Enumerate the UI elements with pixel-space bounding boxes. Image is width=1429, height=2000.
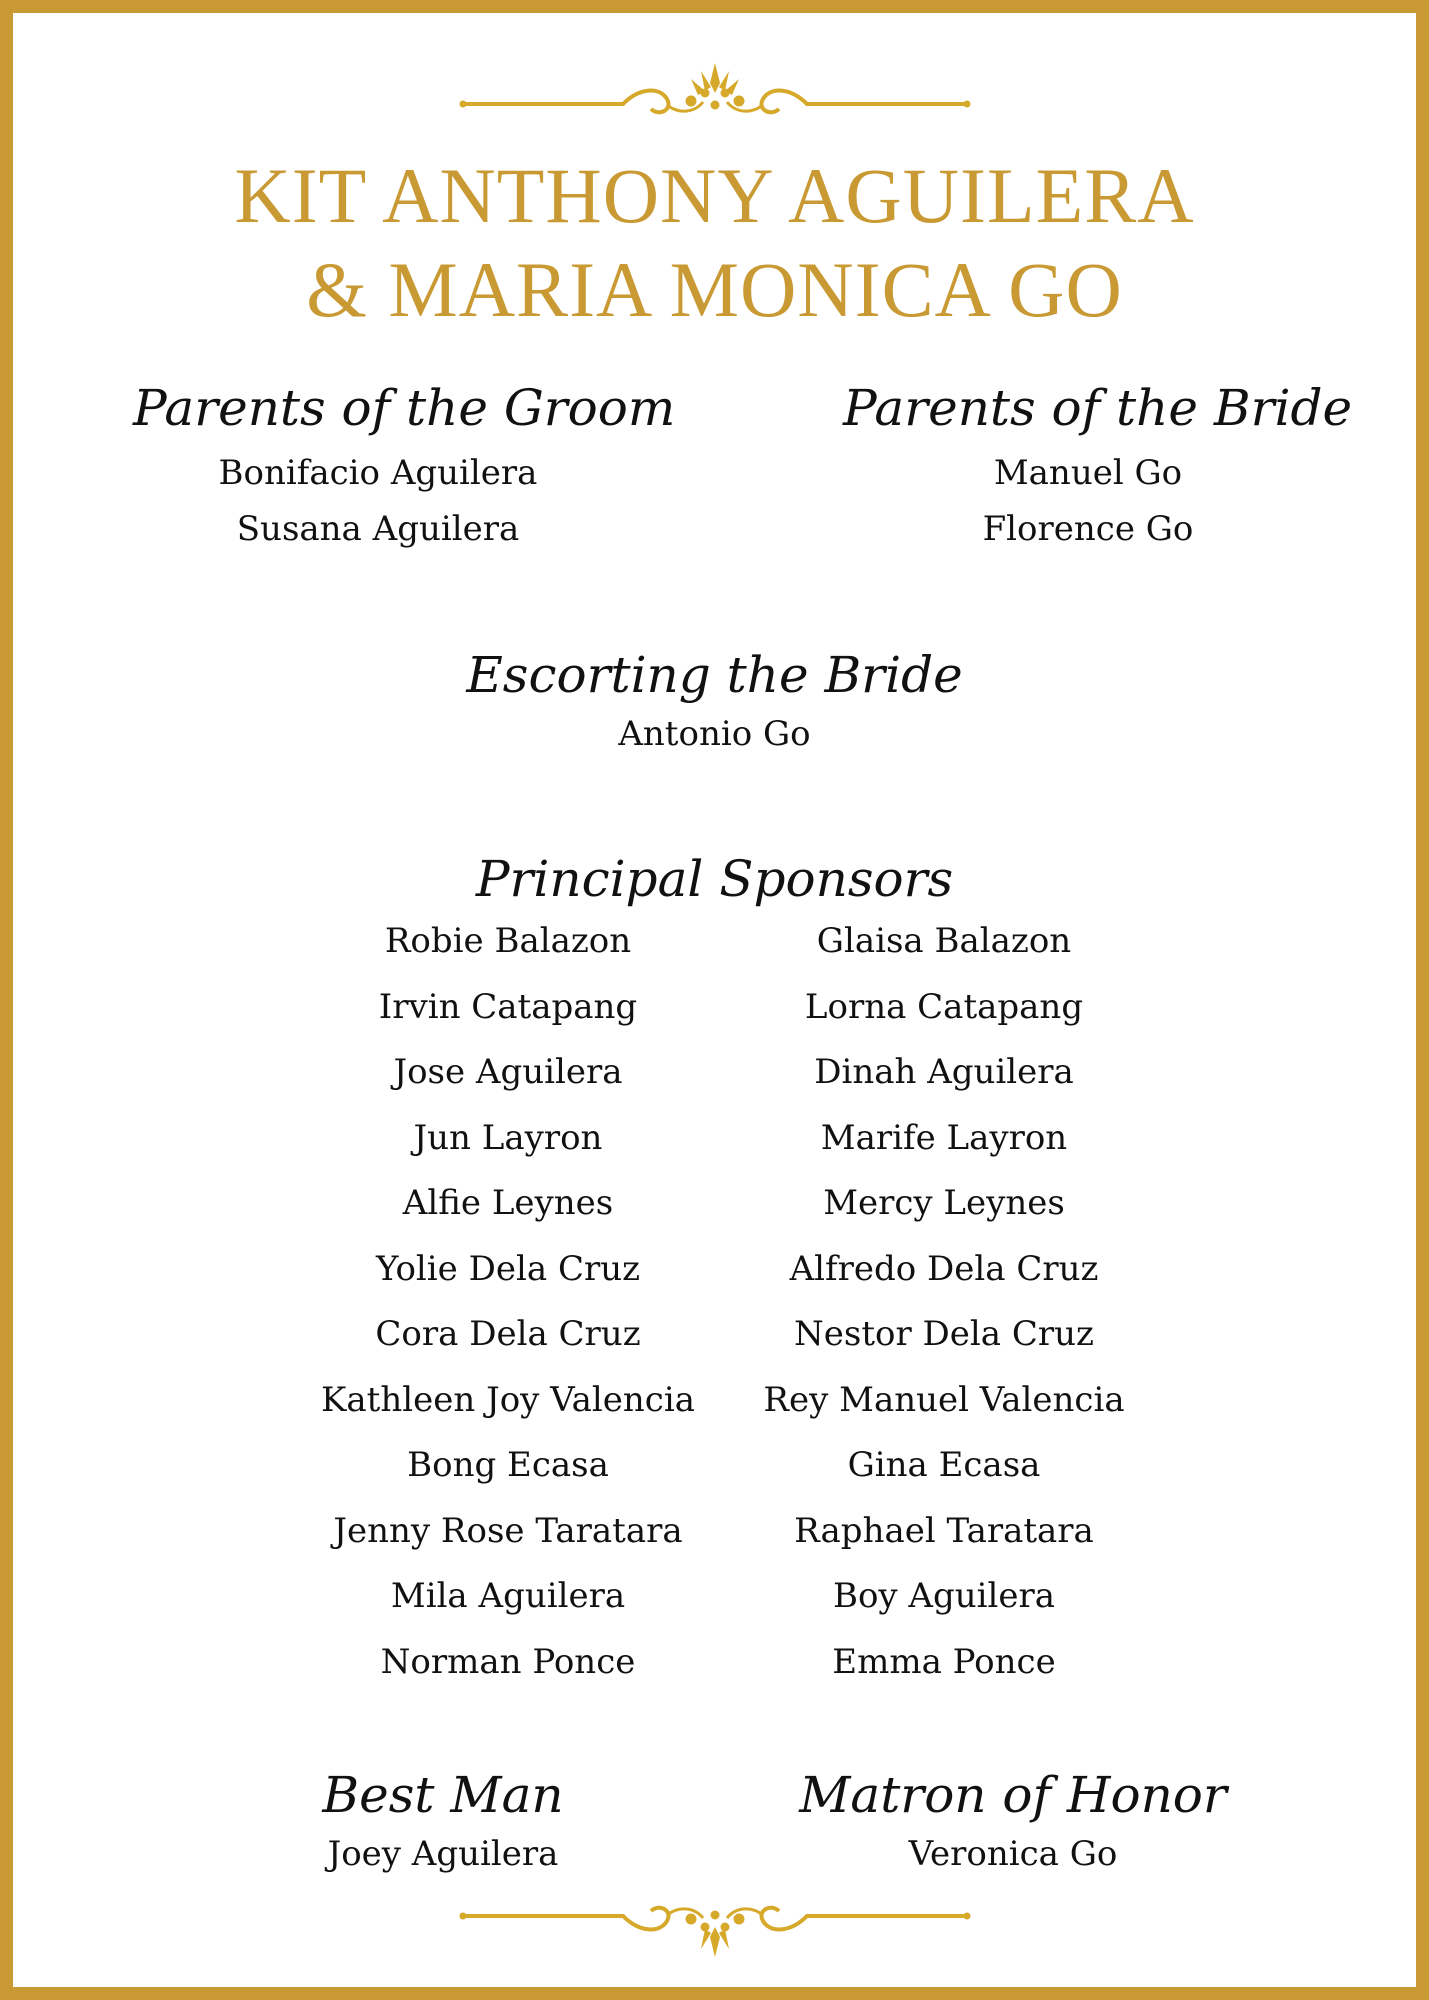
sponsor-name: Cora Dela Cruz	[375, 1314, 641, 1354]
escort-heading: Escorting the Bride	[466, 646, 963, 704]
sponsor-name: Alfredo Dela Cruz	[789, 1248, 1099, 1289]
sponsor-name: Gina Ecasa	[847, 1445, 1041, 1485]
parents-of-bride-heading: Parents of the Bride	[843, 379, 1353, 437]
escort-section	[13, 641, 1416, 759]
parents-of-bride-section	[843, 371, 1353, 557]
bride-parent-name: Manuel Go	[993, 453, 1183, 493]
matron-of-honor-section	[773, 1759, 1253, 1877]
sponsor-name: Rey Manuel Valencia	[763, 1379, 1125, 1420]
sponsor-name: Mercy Leynes	[823, 1183, 1065, 1223]
sponsor-name: Jun Layron	[413, 1117, 603, 1158]
matron-of-honor-name: Veronica Go	[908, 1834, 1118, 1874]
couple-name-line2: & MARIA MONICA GO	[306, 246, 1123, 333]
sponsor-name: Yolie Dela Cruz	[375, 1248, 641, 1289]
sponsor-name: Norman Ponce	[380, 1641, 636, 1682]
sponsor-name: Nestor Dela Cruz	[794, 1314, 1094, 1354]
sponsors-left-column	[263, 909, 753, 1695]
sponsor-name: Raphael Taratara	[794, 1510, 1094, 1551]
sponsor-name: Kathleen Joy Valencia	[321, 1379, 695, 1420]
sponsor-name: Robie Balazon	[384, 921, 632, 961]
sponsor-name: Irvin Catapang	[378, 986, 638, 1027]
principal-sponsors-heading: Principal Sponsors	[475, 850, 954, 908]
sponsor-name: Bong Ecasa	[407, 1445, 609, 1485]
parents-of-groom-section	[133, 371, 676, 557]
sponsor-name: Glaisa Balazon	[816, 921, 1072, 961]
sponsors-right-column	[699, 909, 1189, 1695]
bottom-flourish-icon	[455, 1893, 975, 1963]
sponsor-name: Mila Aguilera	[390, 1576, 626, 1616]
best-man-section	[213, 1759, 673, 1877]
bride-parent-name: Florence Go	[982, 509, 1194, 549]
sponsor-name: Emma Ponce	[832, 1641, 1056, 1682]
groom-parent-name: Susana Aguilera	[236, 509, 520, 549]
best-man-heading: Best Man	[322, 1766, 564, 1824]
groom-parent-name: Bonifacio Aguilera	[218, 453, 538, 493]
top-flourish-icon	[455, 57, 975, 127]
couple-name-line1: KIT ANTHONY AGUILERA	[234, 152, 1195, 239]
sponsor-name: Marife Layron	[820, 1117, 1068, 1158]
sponsor-name: Jenny Rose Taratara	[333, 1510, 683, 1551]
matron-of-honor-heading: Matron of Honor	[799, 1766, 1227, 1824]
sponsor-name: Alfie Leynes	[402, 1183, 614, 1223]
escort-name: Antonio Go	[618, 714, 811, 754]
sponsor-name: Dinah Aguilera	[814, 1052, 1074, 1092]
sponsor-name: Lorna Catapang	[804, 986, 1084, 1027]
best-man-name: Joey Aguilera	[327, 1834, 559, 1874]
parents-of-groom-heading: Parents of the Groom	[133, 379, 676, 437]
sponsor-name: Boy Aguilera	[832, 1576, 1056, 1616]
sponsor-name: Jose Aguilera	[393, 1052, 623, 1092]
